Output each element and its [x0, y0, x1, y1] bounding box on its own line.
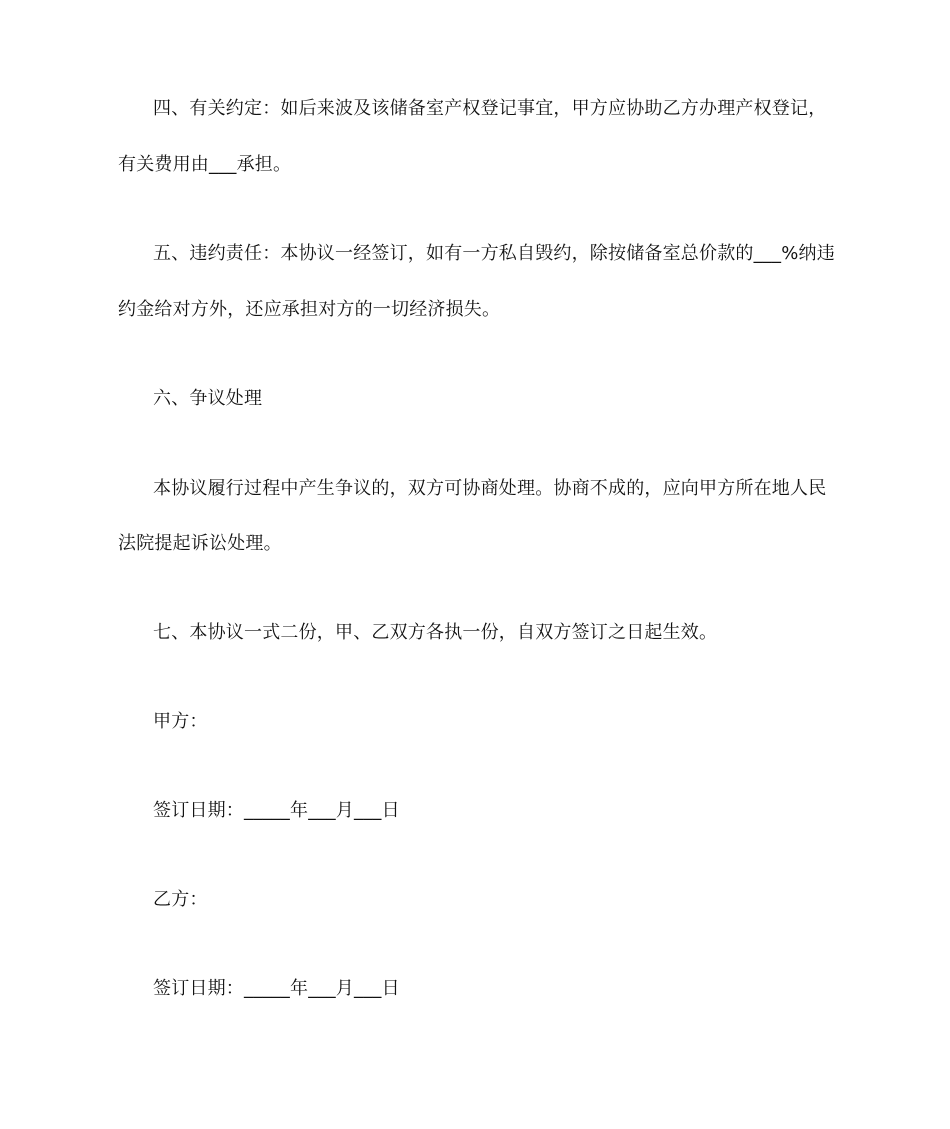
party-a-sign-date: 签订日期：_____年___月___日: [153, 800, 400, 821]
party-b-label: 乙方：: [153, 889, 208, 910]
clause7-line1: 七、本协议一式二份，甲、乙双方各执一份，自双方签订之日起生效。: [153, 622, 718, 643]
party-a-label: 甲方：: [153, 711, 208, 732]
clause5-line2: 约金给对方外，还应承担对方的一切经济损失。: [118, 299, 501, 320]
clause6-heading: 六、争议处理: [153, 388, 263, 409]
party-b-sign-date: 签订日期：_____年___月___日: [153, 978, 400, 999]
clause6-line2: 法院提起诉讼处理。: [118, 533, 282, 554]
clause4-line1: 四、有关约定：如后来波及该储备室产权登记事宜，甲方应协助乙方办理产权登记，: [153, 98, 827, 119]
clause6-line1: 本协议履行过程中产生争议的，双方可协商处理。协商不成的，应向甲方所在地人民: [153, 478, 827, 499]
clause4-line2: 有关费用由___承担。: [118, 154, 292, 175]
clause5-line1: 五、违约责任：本协议一经签订，如有一方私自毁约，除按储备室总价款的___%纳违: [153, 243, 835, 264]
